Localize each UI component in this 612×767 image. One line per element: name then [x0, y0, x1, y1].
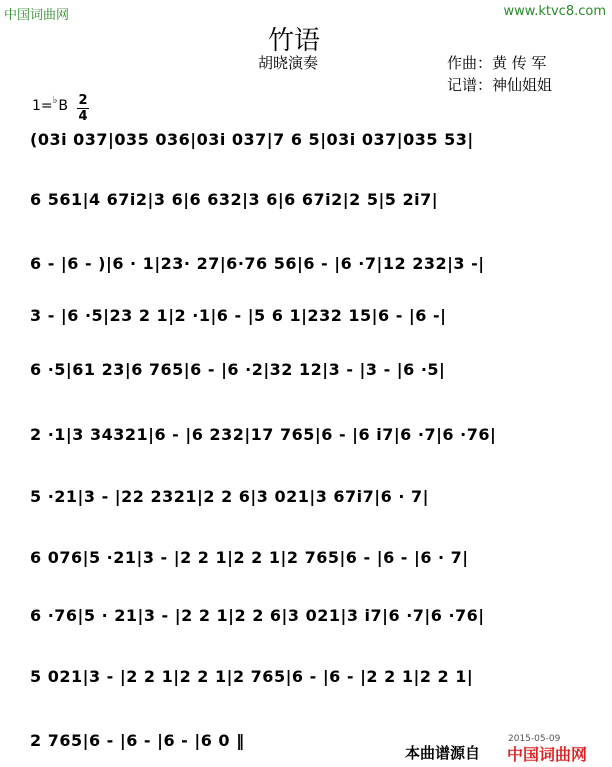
- composer-credit: 作曲：黄 传 军: [447, 54, 547, 72]
- score-line: 5 021|3 - |2 2 1|2 2 1|2 765|6 - |6 - |2 2 1|2 2 1|: [30, 667, 474, 686]
- score-line: 6 561|4 67i2|3 6|6 632|3 6|6 67i2|2 5|5 2i7|: [30, 190, 439, 209]
- key-prefix: 1=: [32, 98, 53, 114]
- time-signature-bottom: 4: [78, 109, 88, 124]
- score-line: 2 765|6 - |6 - |6 - |6 0 ‖: [30, 731, 245, 750]
- key-note: B: [58, 98, 68, 114]
- flat-symbol: ♭: [52, 95, 58, 106]
- score-line: (03i 037|035 036|03i 037|7 6 5|03i 037|035 53|: [30, 130, 474, 149]
- score-line: 6 076|5 ·21|3 - |2 2 1|2 2 1|2 765|6 - |6 - |6 · 7|: [30, 548, 469, 567]
- source-label: 本曲谱源自: [405, 744, 481, 762]
- song-title: 竹语: [268, 26, 321, 56]
- score-line: 2 ·1|3 34321|6 - |6 232|17 765|6 - |6 i7|6 ·7|6 ·76|: [30, 425, 497, 444]
- time-signature: [76, 94, 90, 123]
- score-line: 6 ·5|61 23|6 765|6 - |6 ·2|32 12|3 - |3 - |6 ·5|: [30, 360, 446, 379]
- watermark-site-url: www.ktvc8.com: [503, 4, 606, 19]
- time-signature-top: 2: [78, 93, 88, 108]
- performer-credit: 胡晓演奏: [258, 54, 319, 72]
- watermark-site-name: 中国词曲网: [4, 8, 70, 23]
- source-site-name: 中国词曲网: [507, 745, 588, 764]
- score-date: 2015-05-09: [508, 734, 561, 744]
- key-signature: [32, 95, 68, 114]
- transcriber-credit: 记谱：神仙姐姐: [447, 76, 553, 94]
- score-line: 5 ·21|3 - |22 2321|2 2 6|3 021|3 67i7|6 · 7|: [30, 487, 429, 506]
- score-line: 6 - |6 - )|6 · 1|23· 27|6·76 56|6 - |6 ·7|12 232|3 -|: [30, 254, 485, 273]
- score-line: 6 ·76|5 · 21|3 - |2 2 1|2 2 6|3 021|3 i7|6 ·7|6 ·76|: [30, 606, 485, 625]
- score-line: 3 - |6 ·5|23 2 1|2 ·1|6 - |5 6 1|232 15|6 - |6 -|: [30, 306, 447, 325]
